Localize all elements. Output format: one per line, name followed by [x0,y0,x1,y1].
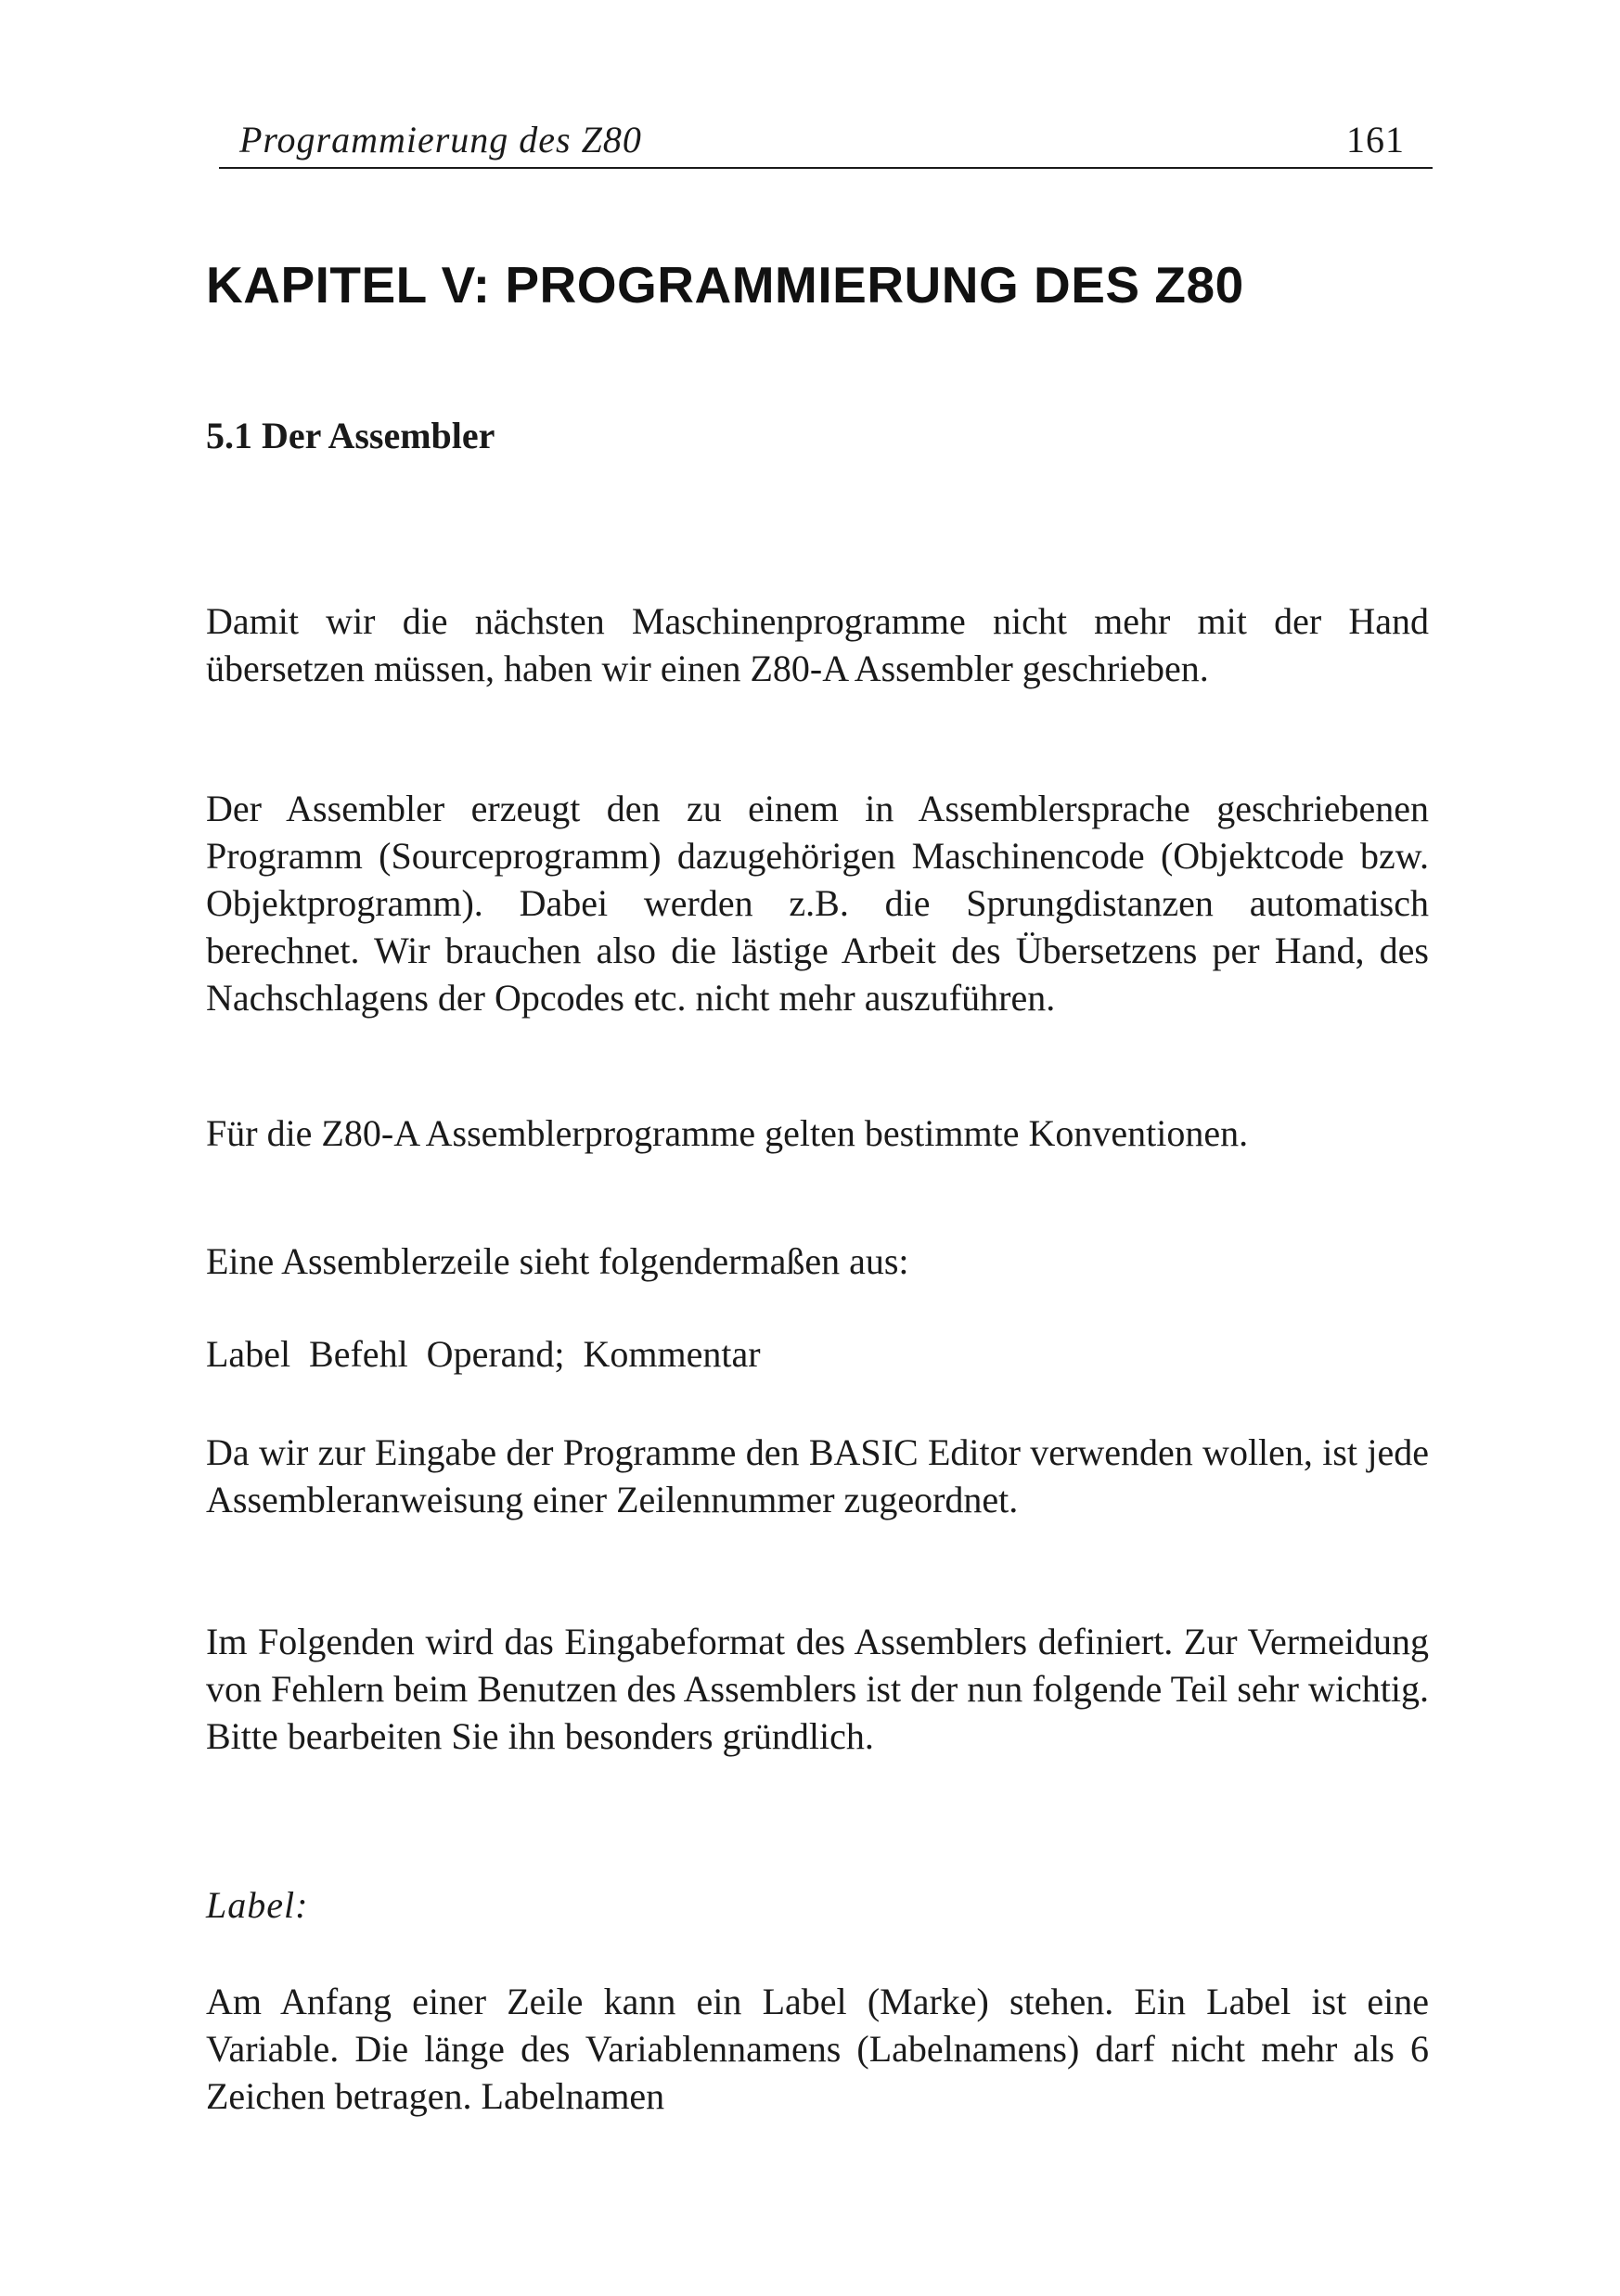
paragraph-basic-editor: Da wir zur Eingabe der Programme den BASIC Editor verwenden wollen, ist jede Assembleranweisung einer Zeilennummer zugeordnet. [206,1431,1429,1520]
running-head-title: Programmierung des Z80 [239,119,642,160]
paragraph-label-definition: Am Anfang einer Zeile kann ein Label (Marke) stehen. Ein Label ist eine Variable. Die länge des Variablennamens (Labelnamens) darf nicht mehr als 6 Zeichen betragen. Labelnamen [206,1981,1429,2117]
paragraph-intro: Damit wir die nächsten Maschinenprogramme nicht mehr mit der Hand übersetzen müssen, haben wir einen Z80-A Assembler geschrieben. [206,600,1429,689]
running-head [219,113,1433,169]
page-number: 161 [1346,119,1405,160]
label-subheading: Label: [206,1884,309,1926]
paragraph-assembler-description: Der Assembler erzeugt den zu einem in Assemblersprache geschriebenen Programm (Sourceprogramm) dazugehörigen Maschinencode (Objektcode bzw. Objektprogramm). Dabei werden z.B. die Sprungdistanzen automatisch berechnet. Wir brauchen also die lästige Arbeit des Übersetzens per Hand, des Nachschlagens der Opcodes etc. nicht mehr auszuführen. [206,788,1429,1019]
section-heading: 5.1 Der Assembler [206,415,495,456]
paragraph-conventions: Für die Z80-A Assemblerprogramme gelten bestimmte Konventionen. [206,1112,1249,1154]
paragraph-input-format: Im Folgenden wird das Eingabeformat des Assemblers definiert. Zur Vermeidung von Fehlern beim Benutzen des Assemblers ist der nun folgende Teil sehr wichtig. Bitte bearbeiten Sie ihn besonders gründlich. [206,1621,1429,1757]
paragraph-line-format-intro: Eine Assemblerzeile sieht folgendermaßen aus: [206,1240,909,1282]
assembler-line-format: Label Befehl Operand; Kommentar [206,1333,761,1375]
chapter-title: KAPITEL V: PROGRAMMIERUNG DES Z80 [206,256,1244,314]
